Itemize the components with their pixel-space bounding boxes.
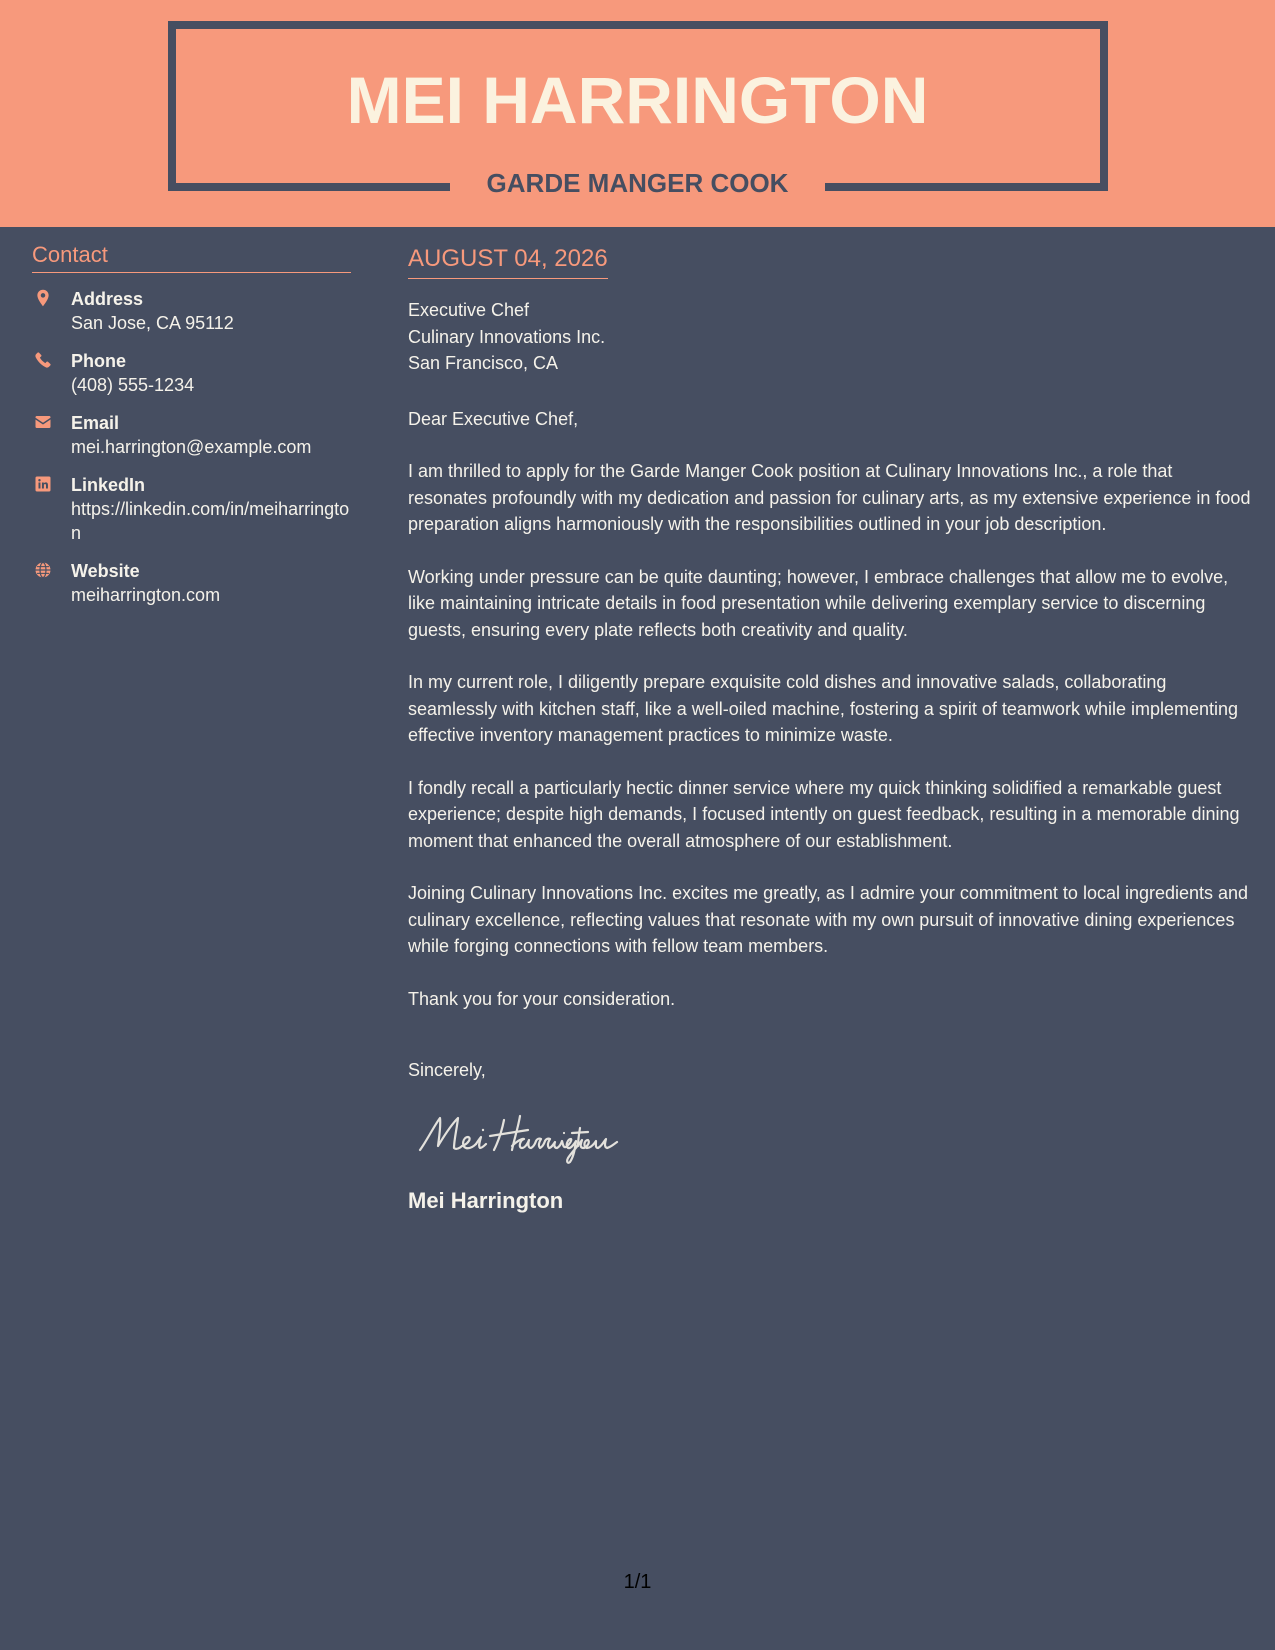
contact-item-email bbox=[32, 411, 351, 459]
paragraph: I fondly recall a particularly hectic dinner service where my quick thinking solidified a remarkable guest experience; despite high demands, I focused intently on guest feedback, resulting in a memorable dining moment that enhanced the overall atmosphere of our establishment. bbox=[408, 777, 1240, 851]
signer-name: Mei Harrington bbox=[408, 1187, 564, 1213]
linkedin-icon bbox=[34, 475, 52, 493]
job-title: GARDE MANGER COOK bbox=[486, 168, 789, 198]
contact-value[interactable]: https://linkedin.com/in/meiharrington bbox=[71, 499, 350, 543]
envelope-icon bbox=[34, 413, 52, 431]
recipient-company: Culinary Innovations Inc. bbox=[408, 326, 606, 347]
contact-heading: Contact bbox=[32, 242, 351, 273]
contact-label: Email bbox=[71, 413, 120, 433]
contact-label: LinkedIn bbox=[71, 475, 146, 495]
recipient-location: San Francisco, CA bbox=[408, 353, 559, 373]
contact-label: Website bbox=[71, 561, 140, 581]
paragraph: I am thrilled to apply for the Garde Manger Cook position at Culinary Innovations Inc., a role that resonates profoundly with my dedication and passion for culinary arts, as my extensive experience in food preparation aligns harmoniously with the responsibilities outlined in your job description. bbox=[408, 461, 1251, 534]
contact-label: Address bbox=[71, 289, 144, 309]
header-band bbox=[0, 0, 1275, 227]
globe-icon bbox=[34, 561, 52, 579]
contact-item-phone bbox=[32, 349, 351, 397]
paragraph: Joining Culinary Innovations Inc. excites me greatly, as I admire your commitment to local ingredients and culinary excellence, reflecting values that resonate with my own pursuit of innovative dining experiences while forging connections with fellow team members. bbox=[408, 883, 1249, 956]
applicant-name: MEI HARRINGTON bbox=[346, 63, 929, 137]
recipient-title: Executive Chef bbox=[408, 300, 530, 320]
contact-value[interactable]: meiharrington.com bbox=[71, 585, 221, 605]
contact-label: Phone bbox=[71, 351, 127, 371]
letter-date: AUGUST 04, 2026 bbox=[408, 244, 608, 279]
contact-item-linkedin bbox=[32, 473, 351, 545]
contact-item-address bbox=[32, 287, 351, 335]
handwritten-signature bbox=[412, 1106, 672, 1166]
page-number: 1/1 bbox=[623, 1571, 652, 1593]
contact-item-website bbox=[32, 559, 351, 607]
paragraph: Working under pressure can be quite daunting; however, I embrace challenges that allow me to evolve, like maintaining intricate details in food presentation while delivering exemplary service to discerning guests, ensuring every plate reflects both creativity and quality. bbox=[408, 566, 1229, 640]
recipient-block bbox=[408, 297, 1253, 377]
paragraph: Thank you for your consideration. bbox=[408, 988, 676, 1009]
closing: Sincerely, bbox=[408, 1060, 486, 1080]
letter-body bbox=[408, 244, 1253, 1215]
contact-value: (408) 555-1234 bbox=[71, 375, 195, 395]
contact-value: San Jose, CA 95112 bbox=[71, 313, 234, 333]
phone-icon bbox=[34, 351, 52, 369]
paragraph: In my current role, I diligently prepare exquisite cold dishes and innovative salads, collaborating seamlessly with kitchen staff, like a well-oiled machine, fostering a spirit of teamwork while implementing effective inventory management practices to minimize waste. bbox=[408, 672, 1239, 745]
contact-value: mei.harrington@example.com bbox=[71, 437, 312, 457]
contact-sidebar bbox=[32, 242, 351, 607]
salutation: Dear Executive Chef, bbox=[408, 408, 579, 429]
map-pin-icon bbox=[34, 289, 52, 307]
